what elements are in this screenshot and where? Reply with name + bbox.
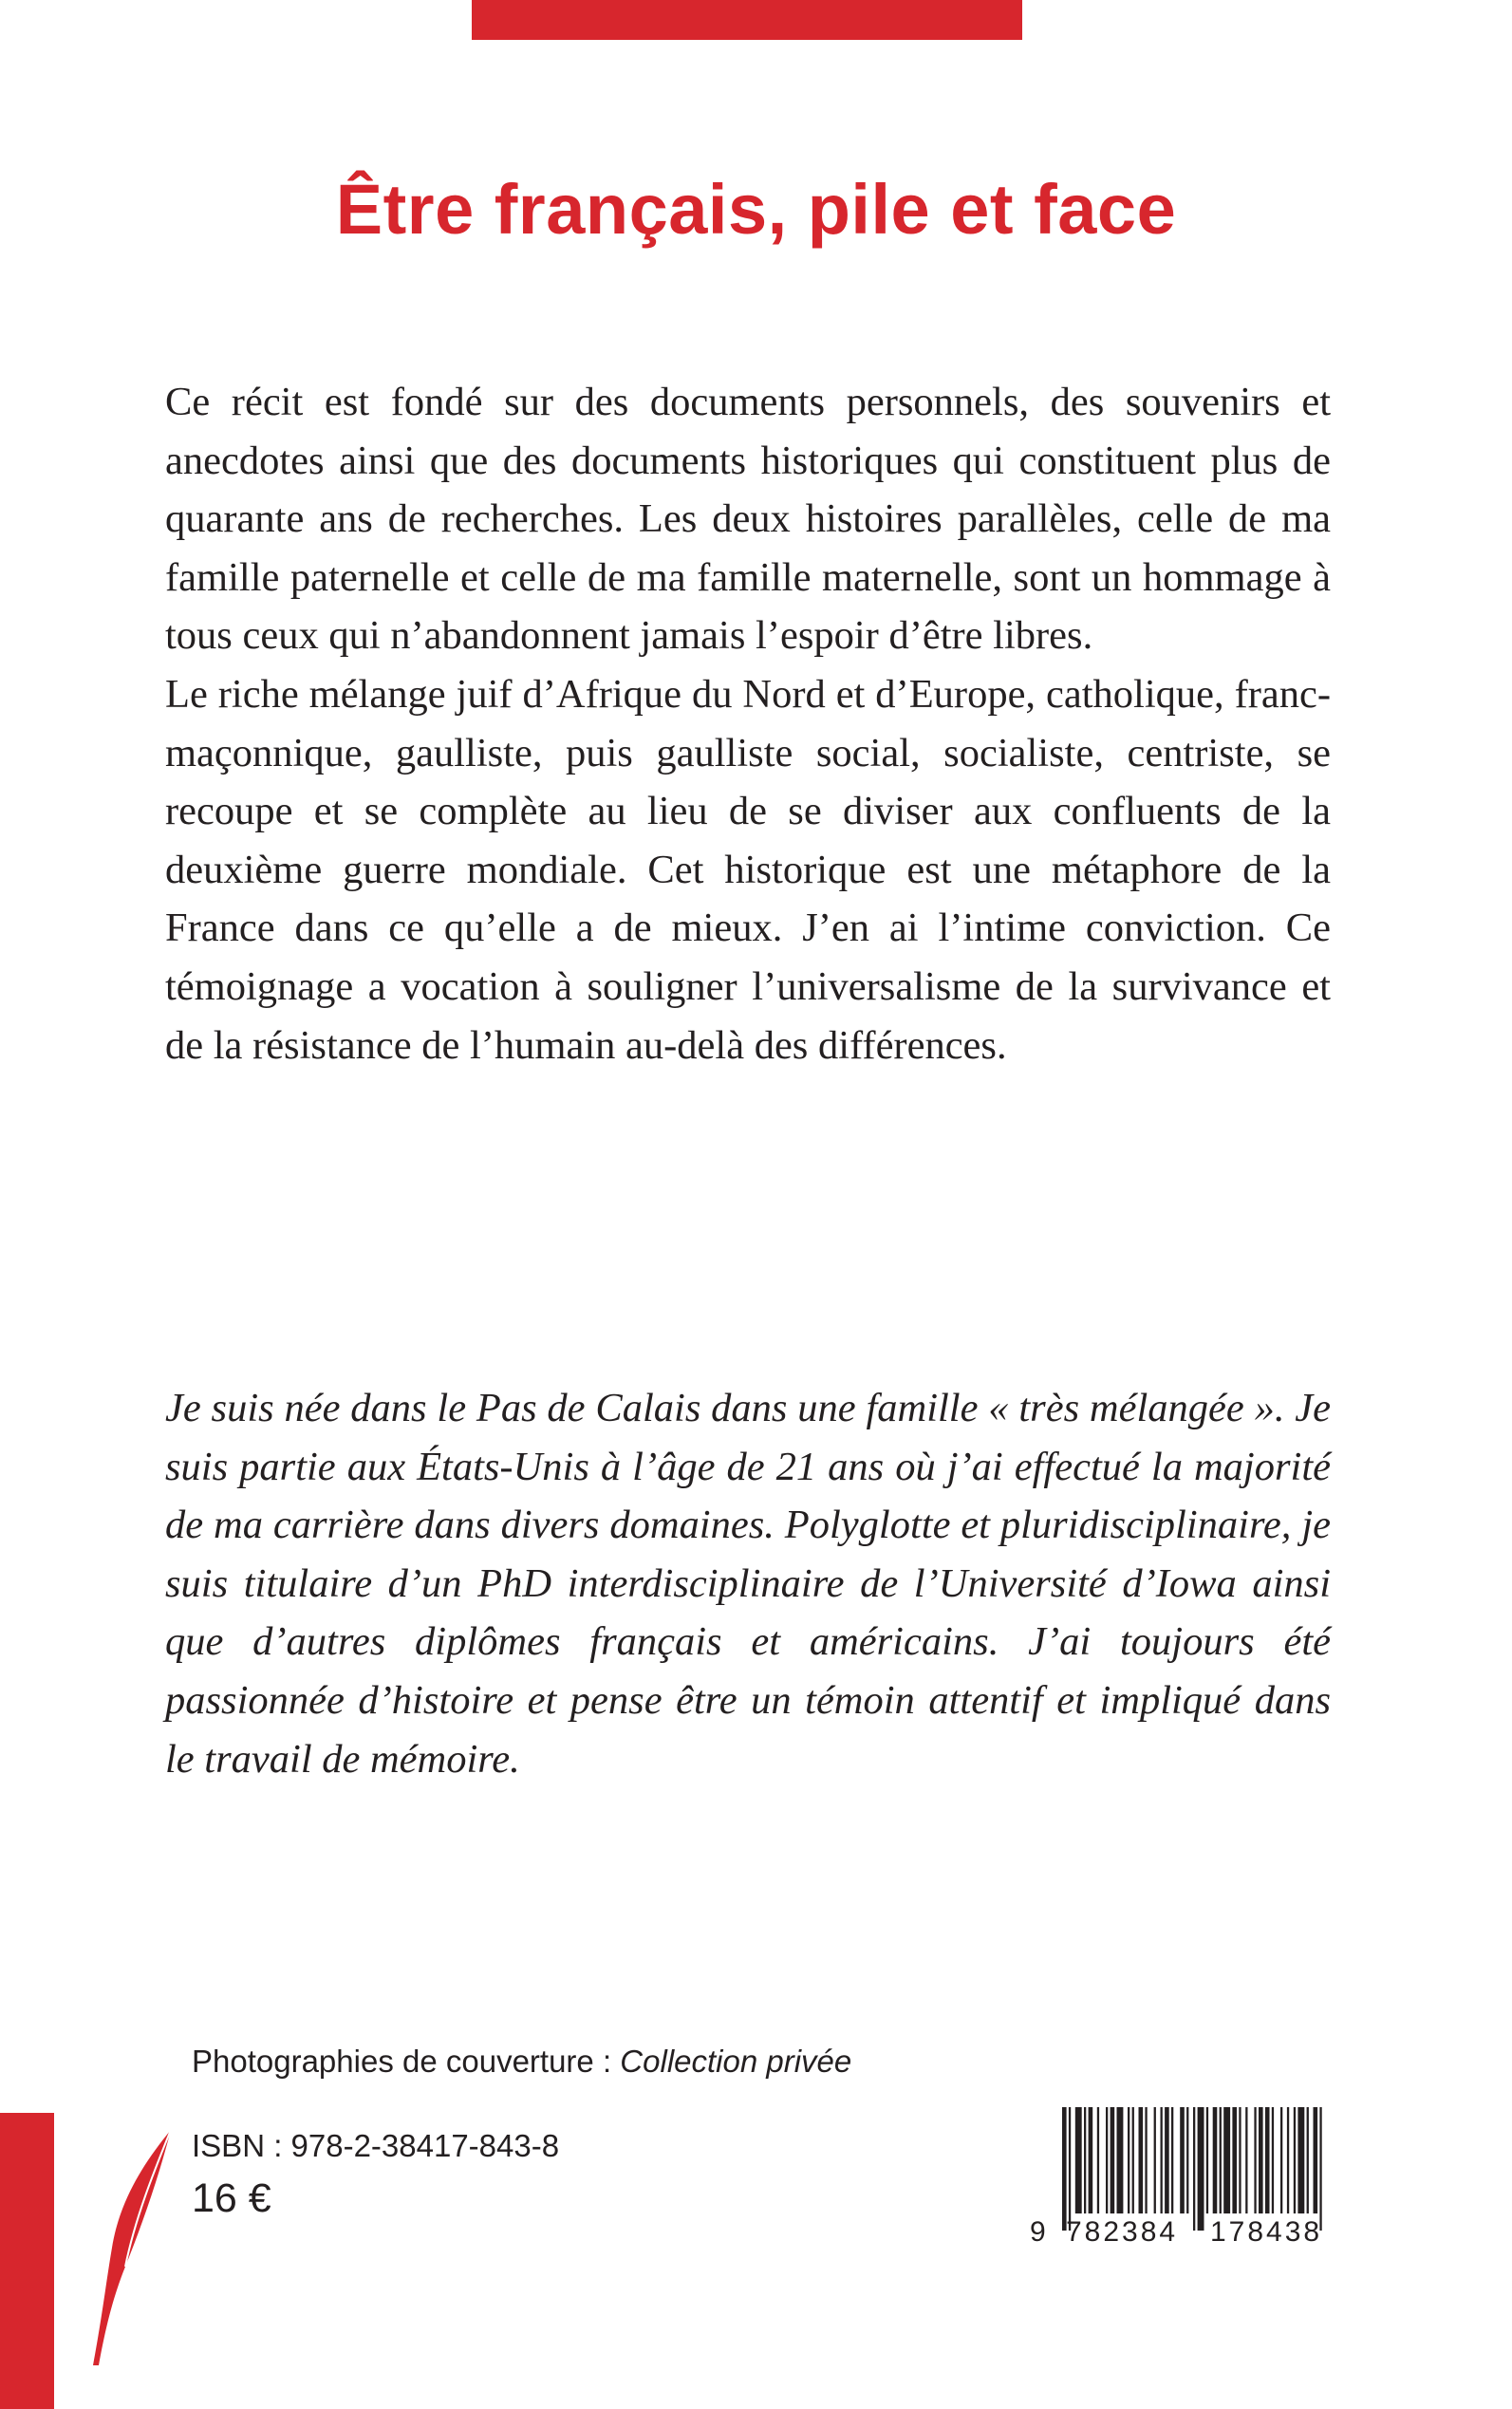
feather-quill-icon [87, 2124, 182, 2371]
barcode-first-digit: 9 [1030, 2216, 1046, 2248]
top-accent-bar [472, 0, 1022, 40]
price: 16 € [192, 2176, 271, 2221]
isbn-number: ISBN : 978-2-38417-843-8 [192, 2128, 560, 2163]
photo-credit [192, 2044, 851, 2080]
side-accent-bar [0, 2113, 54, 2409]
book-title: Être français, pile et face [335, 170, 1177, 249]
barcode-left-group: 782384 [1066, 2216, 1179, 2248]
photo-credit-value: Collection privée [620, 2044, 852, 2079]
photo-credit-label: Photographies de couverture : [192, 2044, 621, 2079]
summary-paragraph: Ce récit est fondé sur des documents personnels, des souvenirs et anecdotes ainsi que des documents historiques qui constituent plus de quarante ans de recherches. Les deux histoires parallèles, celle de ma famille paternelle et celle de ma famille maternelle, sont un hommage à tous ceux qui n’abandonnent jamais l’espoir d’être libres. [165, 380, 1331, 659]
barcode-icon [1030, 2107, 1355, 2297]
book-summary [165, 373, 1331, 1074]
author-bio: Je suis née dans le Pas de Calais dans une famille « très mélangée ». Je suis partie aux États-Unis à l’âge de 21 ans où j’ai effectué la majorité de ma carrière dans divers domaines. Polyglotte et pluridisciplinaire, je suis titulaire d’un PhD interdisciplinaire de l’Université d’Iowa ainsi que d’autres diplômes français et américains. J’ai toujours été passionnée d’histoire et pense être un témoin attentif et impliqué dans le travail de mémoire. [165, 1386, 1331, 1782]
summary-paragraph: Le riche mélange juif d’Afrique du Nord et d’Europe, catholique, franc-maçonnique, gaulliste, puis gaulliste social, socialiste, centriste, se recoupe et se complète au lieu de se diviser aux confluents de la deuxième guerre mondiale. Cet historique est une métaphore de la France dans ce qu’elle a de mieux. J’en ai l’intime conviction. Ce témoignage a vocation à souligner l’universalisme de la survivance et de la résistance de l’humain au-delà des différences. [165, 671, 1331, 1068]
barcode-right-group: 178438 [1210, 2216, 1323, 2248]
